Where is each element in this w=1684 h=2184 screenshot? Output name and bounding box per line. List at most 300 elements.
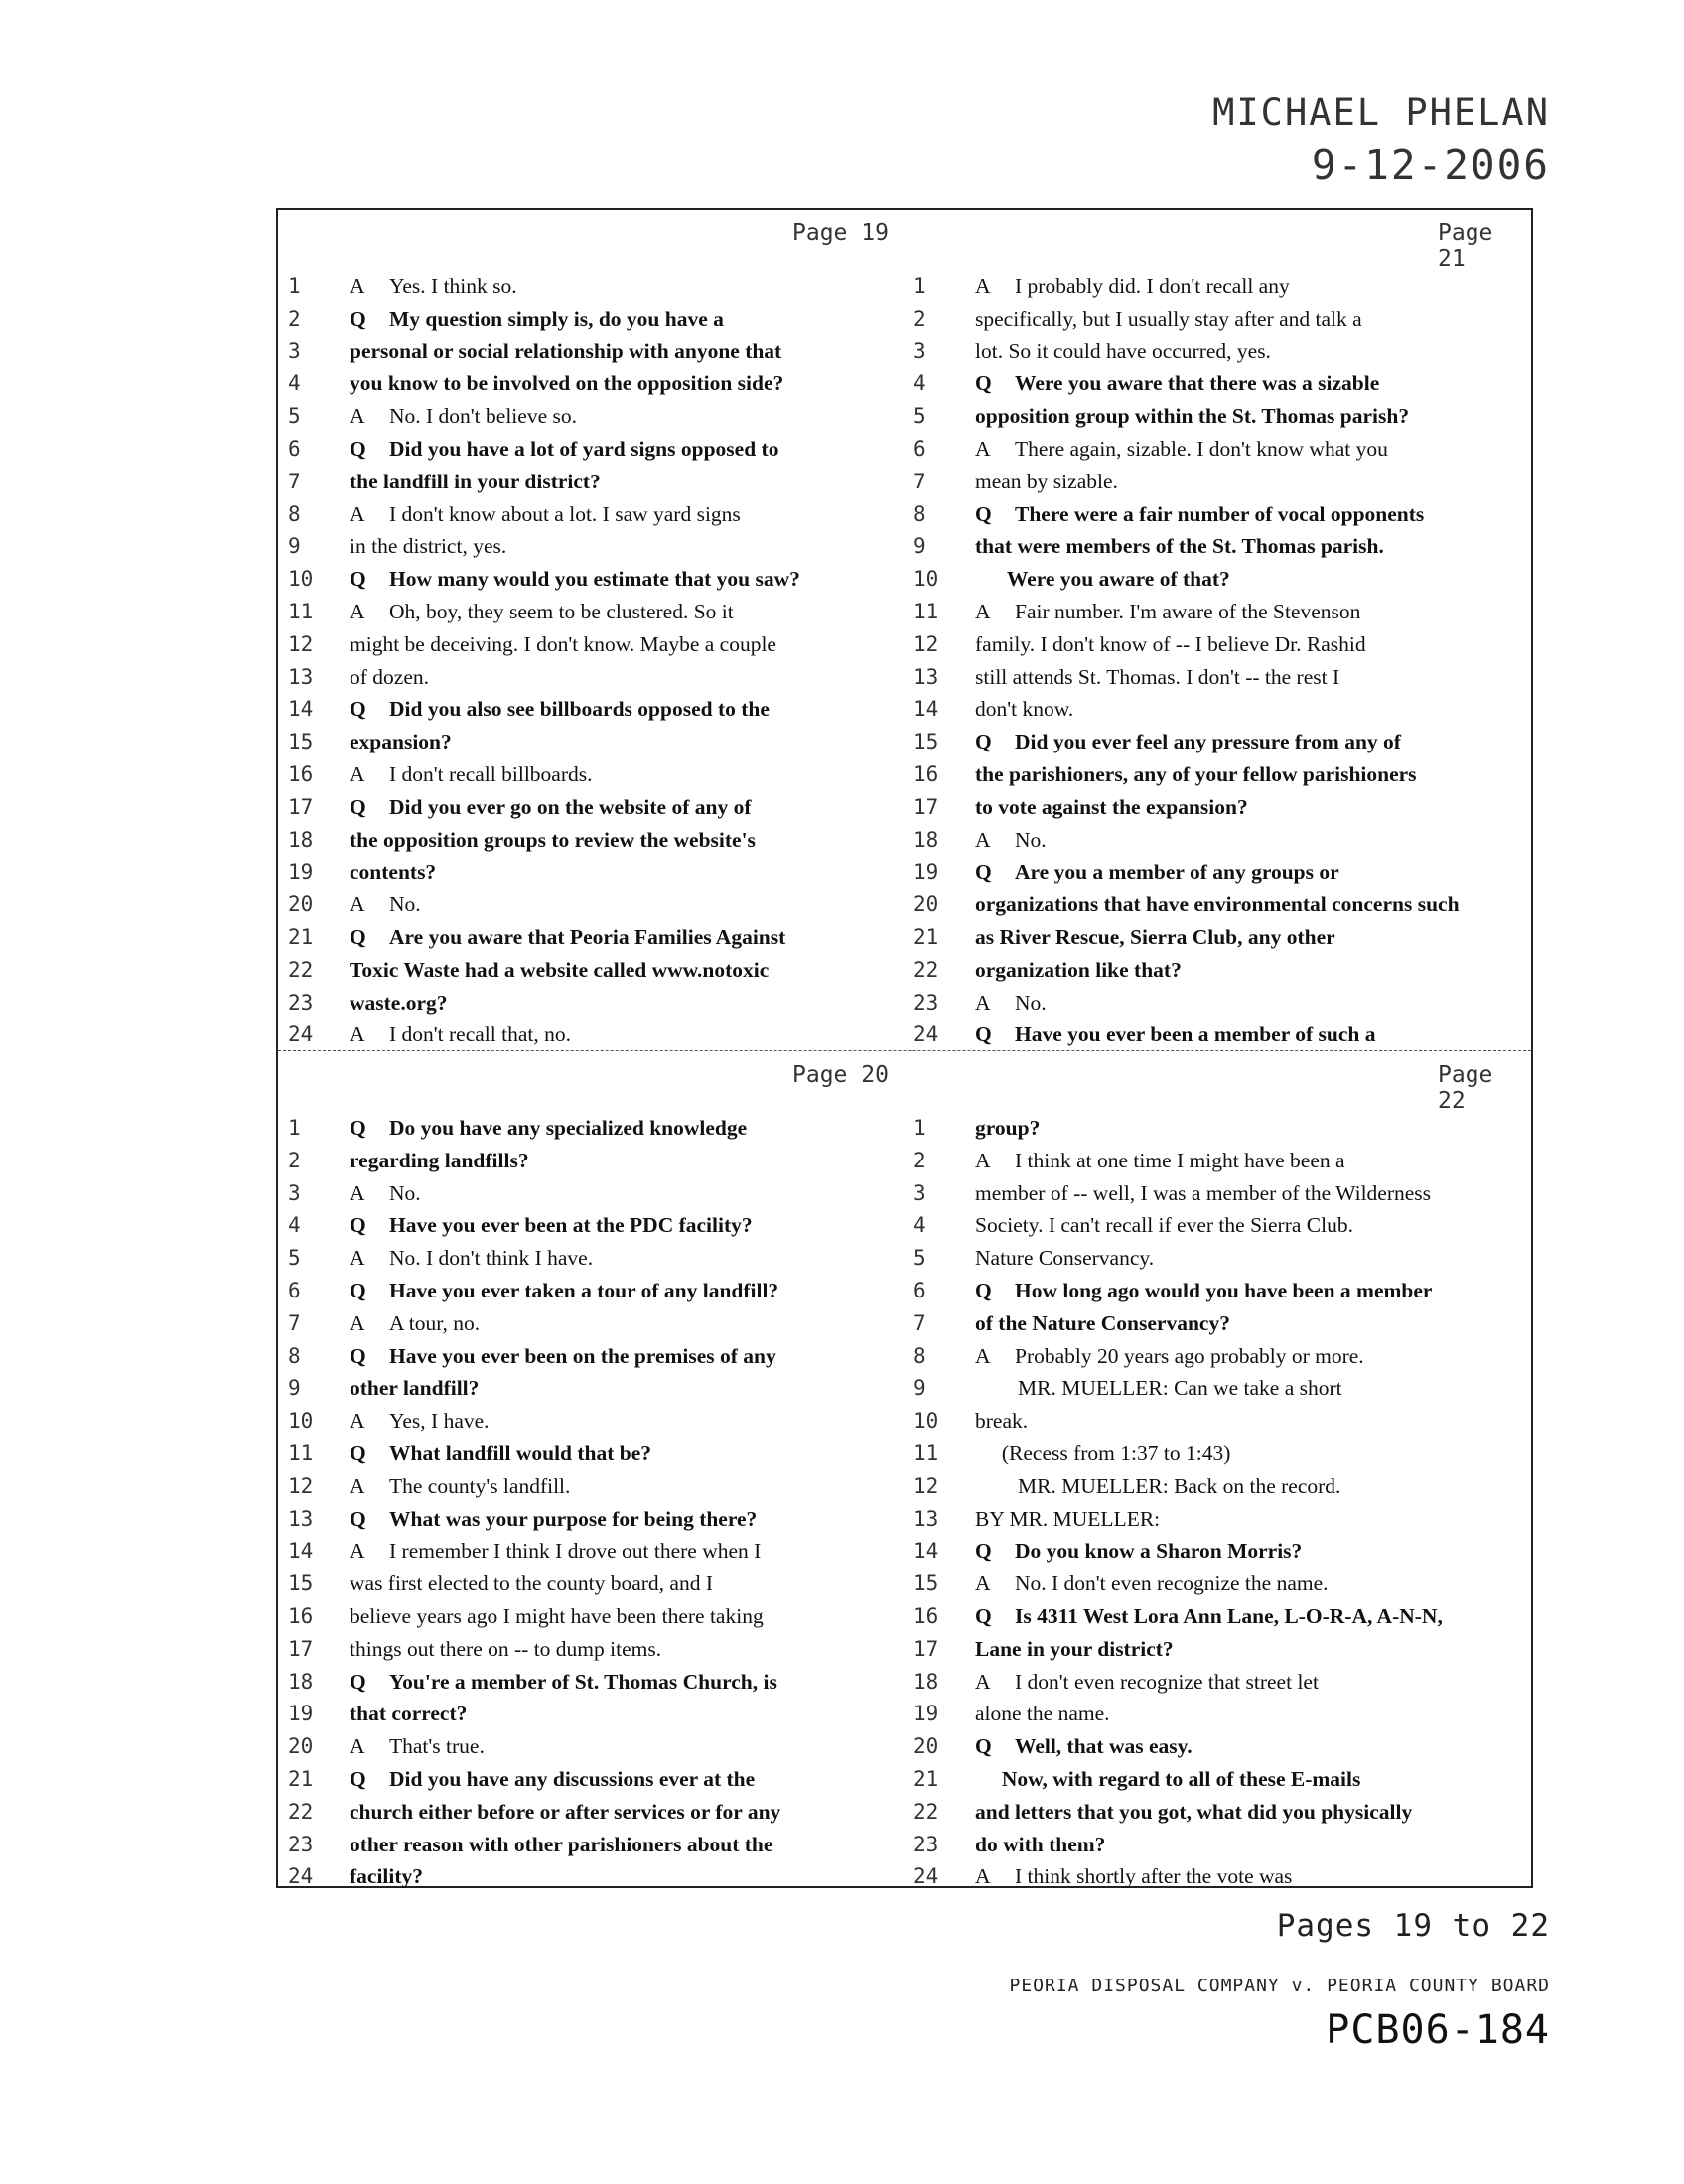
line-number: 14: [913, 697, 939, 722]
line-text: [975, 1535, 1302, 1568]
line-text: [975, 1019, 1375, 1051]
line-content: No.: [1015, 990, 1047, 1015]
line-text: [350, 1568, 713, 1600]
line-number: 21: [288, 1766, 314, 1791]
line-number: 3: [913, 1180, 926, 1205]
transcript-line: [288, 791, 904, 824]
line-text: [975, 1600, 1443, 1633]
transcript-line: [913, 530, 1529, 563]
line-content: That's true.: [389, 1734, 485, 1759]
transcript-line: [288, 921, 904, 954]
line-text: [350, 1145, 529, 1177]
line-text: [350, 596, 734, 628]
line-number: 7: [288, 1310, 301, 1335]
line-content: Did you also see billboards opposed to the: [389, 697, 770, 722]
line-number: 13: [913, 664, 939, 689]
transcript-line: [288, 856, 904, 888]
line-text: [975, 628, 1366, 661]
transcript-line: [288, 1340, 904, 1373]
transcript-line: [913, 1242, 1529, 1275]
transcript-line: [288, 498, 904, 531]
answer-marker: A: [975, 274, 991, 298]
line-number: 3: [288, 339, 301, 363]
line-content: There again, sizable. I don't know what you: [1015, 436, 1388, 461]
line-text: [975, 400, 1409, 433]
transcript-line: [288, 1372, 904, 1405]
transcript-line: [288, 1437, 904, 1470]
line-content: BY MR. MUELLER:: [975, 1506, 1161, 1531]
transcript-line: [913, 1405, 1529, 1437]
question-marker: Q: [350, 567, 366, 592]
line-text: [975, 1372, 1342, 1405]
line-content: the landfill in your district?: [350, 469, 601, 493]
transcript-line: [288, 270, 904, 303]
line-number: 18: [288, 827, 314, 852]
transcript-line: [913, 1600, 1529, 1633]
transcript-line: [288, 1600, 904, 1633]
line-content: Did you ever go on the website of any of: [389, 794, 752, 819]
line-number: 17: [913, 1636, 939, 1661]
line-text: [350, 303, 724, 336]
line-number: 9: [913, 1376, 926, 1401]
line-content: group?: [975, 1116, 1041, 1140]
line-content: lot. So it could have occurred, yes.: [975, 339, 1271, 363]
transcript-line: [288, 1698, 904, 1730]
line-content: alone the name.: [975, 1702, 1110, 1726]
transcript-line: [288, 726, 904, 758]
transcript-frame: [276, 208, 1533, 1888]
line-number: 9: [913, 534, 926, 559]
line-text: [350, 1763, 755, 1796]
line-text: [350, 1730, 485, 1763]
line-content: (Recess from 1:37 to 1:43): [975, 1440, 1231, 1465]
line-text: [350, 1209, 753, 1242]
line-text: [975, 1437, 1230, 1470]
line-text: [975, 824, 1047, 857]
line-text: [975, 1145, 1345, 1177]
line-number: 14: [288, 1539, 314, 1564]
transcript-line: [913, 466, 1529, 498]
transcript-line: [288, 1666, 904, 1699]
line-number: 21: [913, 1766, 939, 1791]
line-content: I think shortly after the vote was: [1015, 1864, 1293, 1889]
answer-marker: A: [975, 1864, 991, 1889]
case-number: PCB06-184: [1326, 2007, 1550, 2053]
line-number: 22: [288, 1799, 314, 1824]
line-content: as River Rescue, Sierra Club, any other: [975, 924, 1335, 949]
question-marker: Q: [350, 306, 366, 331]
question-marker: Q: [975, 860, 992, 885]
line-text: [350, 1600, 764, 1633]
transcript-line: [913, 1633, 1529, 1666]
line-text: [350, 433, 778, 466]
transcript-lines: [913, 270, 1529, 1051]
line-text: [350, 824, 756, 857]
line-content: Were you aware that there was a sizable: [1015, 371, 1380, 396]
transcript-line: [288, 1209, 904, 1242]
line-text: [975, 1829, 1105, 1861]
line-number: 23: [288, 1832, 314, 1856]
line-number: 24: [288, 1864, 314, 1889]
transcript-line: [913, 758, 1529, 791]
line-text: [350, 758, 592, 791]
transcript-line: [913, 1796, 1529, 1829]
transcript-line: [913, 433, 1529, 466]
line-text: [975, 1796, 1412, 1829]
answer-marker: A: [350, 1310, 365, 1335]
line-number: 19: [913, 1702, 939, 1726]
line-content: don't know.: [975, 697, 1074, 722]
line-content: and letters that you got, what did you physically: [975, 1799, 1413, 1824]
transcript-line: [913, 336, 1529, 368]
line-number: 20: [913, 892, 939, 917]
transcript-line: [913, 1503, 1529, 1536]
line-text: [350, 1405, 490, 1437]
line-text: [350, 1275, 778, 1307]
line-text: [350, 1698, 467, 1730]
line-number: 22: [913, 1799, 939, 1824]
line-content: I don't recall billboards.: [389, 761, 593, 786]
line-text: [975, 758, 1417, 791]
line-content: specifically, but I usually stay after and talk a: [975, 306, 1362, 331]
page-title: Page 22: [1438, 1062, 1493, 1114]
question-marker: Q: [350, 1766, 366, 1791]
line-text: [975, 954, 1182, 987]
line-text: [975, 303, 1362, 336]
line-text: [975, 498, 1424, 531]
line-text: [350, 466, 601, 498]
line-number: 1: [288, 274, 301, 298]
line-text: [350, 693, 770, 726]
line-number: 1: [913, 274, 926, 298]
transcript-line: [913, 1340, 1529, 1373]
line-text: [975, 661, 1339, 694]
page-title: Page 21: [1438, 220, 1493, 272]
line-text: [350, 1829, 772, 1861]
answer-marker: A: [350, 892, 365, 917]
line-number: 22: [288, 957, 314, 982]
line-number: 3: [913, 339, 926, 363]
transcript-line: [913, 1860, 1529, 1893]
transcript-line: [913, 1698, 1529, 1730]
transcript-line: [913, 563, 1529, 596]
line-number: 12: [913, 1473, 939, 1498]
answer-marker: A: [350, 1246, 365, 1271]
line-content: contents?: [350, 860, 437, 885]
transcript-line: [913, 1019, 1529, 1051]
line-content: believe years ago I might have been there taking: [350, 1603, 764, 1628]
answer-marker: A: [350, 404, 365, 429]
line-number: 11: [913, 1440, 939, 1465]
line-text: [975, 1340, 1364, 1373]
line-content: I think at one time I might have been a: [1015, 1148, 1345, 1172]
transcript-line: [913, 1535, 1529, 1568]
answer-marker: A: [975, 1571, 991, 1596]
line-number: 2: [288, 1148, 301, 1172]
line-content: that correct?: [350, 1702, 468, 1726]
line-number: 7: [288, 469, 301, 493]
line-number: 1: [288, 1116, 301, 1140]
line-number: 17: [288, 1636, 314, 1661]
transcript-line: [288, 1763, 904, 1796]
line-text: [350, 954, 769, 987]
line-content: the opposition groups to review the website's: [350, 827, 756, 852]
line-number: 7: [913, 469, 926, 493]
transcript-line: [288, 336, 904, 368]
line-text: [350, 1437, 651, 1470]
line-content: You're a member of St. Thomas Church, is: [389, 1669, 777, 1694]
deposition-date: 9-12-2006: [1311, 141, 1550, 189]
line-content: No. I don't think I have.: [389, 1246, 594, 1271]
line-content: was first elected to the county board, and I: [350, 1571, 713, 1596]
line-number: 13: [288, 664, 314, 689]
transcript-line: [913, 1307, 1529, 1340]
line-content: A tour, no.: [389, 1310, 481, 1335]
line-number: 4: [913, 1213, 926, 1238]
question-marker: Q: [975, 1734, 992, 1759]
line-content: No. I don't even recognize the name.: [1015, 1571, 1329, 1596]
answer-marker: A: [350, 1473, 365, 1498]
transcript-line: [913, 498, 1529, 531]
transcript-line: [288, 758, 904, 791]
transcript-line: [288, 824, 904, 857]
transcript-line: [913, 921, 1529, 954]
line-content: Oh, boy, they seem to be clustered. So it: [389, 599, 734, 623]
line-number: 1: [913, 1116, 926, 1140]
line-content: MR. MUELLER: Can we take a short: [975, 1376, 1342, 1401]
answer-marker: A: [975, 1669, 991, 1694]
answer-marker: A: [975, 599, 991, 623]
transcript-lines: [288, 1112, 904, 1893]
line-number: 5: [913, 1246, 926, 1271]
line-text: [975, 1405, 1028, 1437]
line-text: [975, 1275, 1432, 1307]
transcript-line: [288, 466, 904, 498]
line-text: [350, 563, 800, 596]
line-number: 2: [913, 1148, 926, 1172]
line-text: [975, 336, 1271, 368]
line-number: 20: [288, 892, 314, 917]
transcript-lines: [913, 1112, 1529, 1893]
line-number: 23: [288, 990, 314, 1015]
line-content: Did you ever feel any pressure from any of: [1015, 730, 1401, 754]
line-number: 9: [288, 534, 301, 559]
question-marker: Q: [350, 1213, 366, 1238]
line-text: [975, 1698, 1110, 1730]
line-text: [350, 628, 776, 661]
line-content: Have you ever been on the premises of any: [389, 1343, 776, 1368]
line-number: 14: [288, 697, 314, 722]
line-content: Did you have any discussions ever at the: [389, 1766, 756, 1791]
line-content: other reason with other parishioners about the: [350, 1832, 773, 1856]
witness-name: MICHAEL PHELAN: [1212, 91, 1550, 134]
line-text: [350, 661, 429, 694]
line-content: things out there on -- to dump items.: [350, 1636, 662, 1661]
line-number: 16: [288, 761, 314, 786]
answer-marker: A: [350, 501, 365, 526]
line-content: in the district, yes.: [350, 534, 507, 559]
line-text: [350, 856, 436, 888]
line-text: [350, 498, 741, 531]
question-marker: Q: [975, 1278, 992, 1302]
line-text: [350, 987, 448, 1020]
line-content: I don't recall that, no.: [389, 1023, 571, 1047]
line-number: 8: [288, 1343, 301, 1368]
line-text: [350, 888, 421, 921]
answer-marker: A: [975, 827, 991, 852]
line-number: 17: [913, 794, 939, 819]
transcript-line: [288, 987, 904, 1020]
line-text: [350, 1019, 571, 1051]
line-content: No.: [389, 892, 421, 917]
line-content: organizations that have environmental concerns such: [975, 892, 1460, 917]
line-text: [975, 563, 1230, 596]
transcript-line: [913, 367, 1529, 400]
transcript-line: [288, 1019, 904, 1051]
line-content: of dozen.: [350, 664, 429, 689]
line-number: 24: [288, 1023, 314, 1047]
line-number: 6: [288, 1278, 301, 1302]
line-text: [975, 726, 1401, 758]
transcript-line: [288, 1730, 904, 1763]
transcript-line: [288, 1405, 904, 1437]
line-text: [975, 1242, 1154, 1275]
line-number: 4: [913, 371, 926, 396]
line-content: Toxic Waste had a website called www.notoxic: [350, 957, 770, 982]
line-content: MR. MUELLER: Back on the record.: [975, 1473, 1341, 1498]
line-text: [975, 466, 1118, 498]
line-content: facility?: [350, 1864, 424, 1889]
line-content: waste.org?: [350, 990, 448, 1015]
transcript-line: [913, 1568, 1529, 1600]
transcript-line: [913, 888, 1529, 921]
line-content: How many would you estimate that you saw?: [389, 567, 800, 592]
line-content: Do you have any specialized knowledge: [389, 1116, 748, 1140]
transcript-line: [288, 1503, 904, 1536]
transcript-line: [913, 954, 1529, 987]
line-content: other landfill?: [350, 1376, 480, 1401]
line-text: [975, 1209, 1353, 1242]
line-number: 4: [288, 1213, 301, 1238]
line-number: 5: [288, 1246, 301, 1271]
line-number: 6: [913, 436, 926, 461]
line-content: Have you ever been at the PDC facility?: [389, 1213, 753, 1238]
transcript-line: [288, 888, 904, 921]
transcript-line: [288, 1307, 904, 1340]
transcript-line: [288, 1796, 904, 1829]
line-number: 8: [913, 501, 926, 526]
line-number: 10: [288, 567, 314, 592]
line-text: [975, 1503, 1160, 1536]
transcript-line: [288, 596, 904, 628]
transcript-line: [288, 563, 904, 596]
transcript-line: [288, 400, 904, 433]
transcript-line: [913, 693, 1529, 726]
transcript-line: [913, 303, 1529, 336]
line-text: [975, 1763, 1360, 1796]
line-content: Have you ever been a member of such a: [1015, 1023, 1376, 1047]
line-number: 22: [913, 957, 939, 982]
answer-marker: A: [975, 990, 991, 1015]
line-text: [350, 1470, 570, 1503]
transcript-line: [913, 1112, 1529, 1145]
line-content: What landfill would that be?: [389, 1440, 652, 1465]
line-number: 15: [913, 1571, 939, 1596]
line-number: 12: [288, 631, 314, 656]
line-content: to vote against the expansion?: [975, 794, 1248, 819]
line-content: Have you ever taken a tour of any landfill?: [389, 1278, 779, 1302]
transcript-line: [288, 367, 904, 400]
line-number: 10: [913, 1409, 939, 1433]
question-marker: Q: [350, 436, 366, 461]
transcript-line: [913, 1829, 1529, 1861]
line-number: 13: [913, 1506, 939, 1531]
line-content: What was your purpose for being there?: [389, 1506, 758, 1531]
line-number: 12: [913, 631, 939, 656]
line-content: No.: [1015, 827, 1047, 852]
line-number: 8: [913, 1343, 926, 1368]
line-text: [350, 1340, 776, 1373]
transcript-line: [288, 1568, 904, 1600]
line-text: [975, 791, 1248, 824]
transcript-lines: [288, 270, 904, 1051]
line-number: 5: [913, 404, 926, 429]
question-marker: Q: [350, 697, 366, 722]
line-text: [350, 1666, 777, 1699]
line-number: 18: [288, 1669, 314, 1694]
transcript-line: [913, 1145, 1529, 1177]
line-content: break.: [975, 1409, 1029, 1433]
line-number: 2: [288, 306, 301, 331]
line-number: 19: [288, 860, 314, 885]
line-text: [350, 1307, 480, 1340]
transcript-line: [288, 1633, 904, 1666]
line-number: 17: [288, 794, 314, 819]
transcript-line: [913, 1437, 1529, 1470]
line-content: No.: [389, 1180, 421, 1205]
line-number: 20: [913, 1734, 939, 1759]
line-number: 16: [288, 1603, 314, 1628]
question-marker: Q: [975, 371, 992, 396]
line-number: 24: [913, 1864, 939, 1889]
transcript-line: [913, 270, 1529, 303]
line-text: [350, 1372, 479, 1405]
line-number: 5: [288, 404, 301, 429]
answer-marker: A: [350, 1409, 365, 1433]
line-content: personal or social relationship with anyone that: [350, 339, 782, 363]
line-content: Are you aware that Peoria Families Against: [389, 924, 786, 949]
question-marker: Q: [350, 924, 366, 949]
line-content: organization like that?: [975, 957, 1182, 982]
line-text: [350, 1242, 593, 1275]
line-content: Were you aware of that?: [975, 567, 1230, 592]
answer-marker: A: [350, 1734, 365, 1759]
line-content: I probably did. I don't recall any: [1015, 274, 1290, 298]
question-marker: Q: [350, 794, 366, 819]
line-number: 10: [288, 1409, 314, 1433]
transcript-line: [913, 400, 1529, 433]
transcript-line: [913, 1470, 1529, 1503]
line-content: expansion?: [350, 730, 452, 754]
line-content: Probably 20 years ago probably or more.: [1015, 1343, 1364, 1368]
line-number: 16: [913, 761, 939, 786]
line-text: [975, 1307, 1230, 1340]
line-text: [975, 530, 1384, 563]
line-content: No. I don't believe so.: [389, 404, 577, 429]
answer-marker: A: [975, 436, 991, 461]
transcript-line: [288, 693, 904, 726]
transcript-line: [288, 1470, 904, 1503]
